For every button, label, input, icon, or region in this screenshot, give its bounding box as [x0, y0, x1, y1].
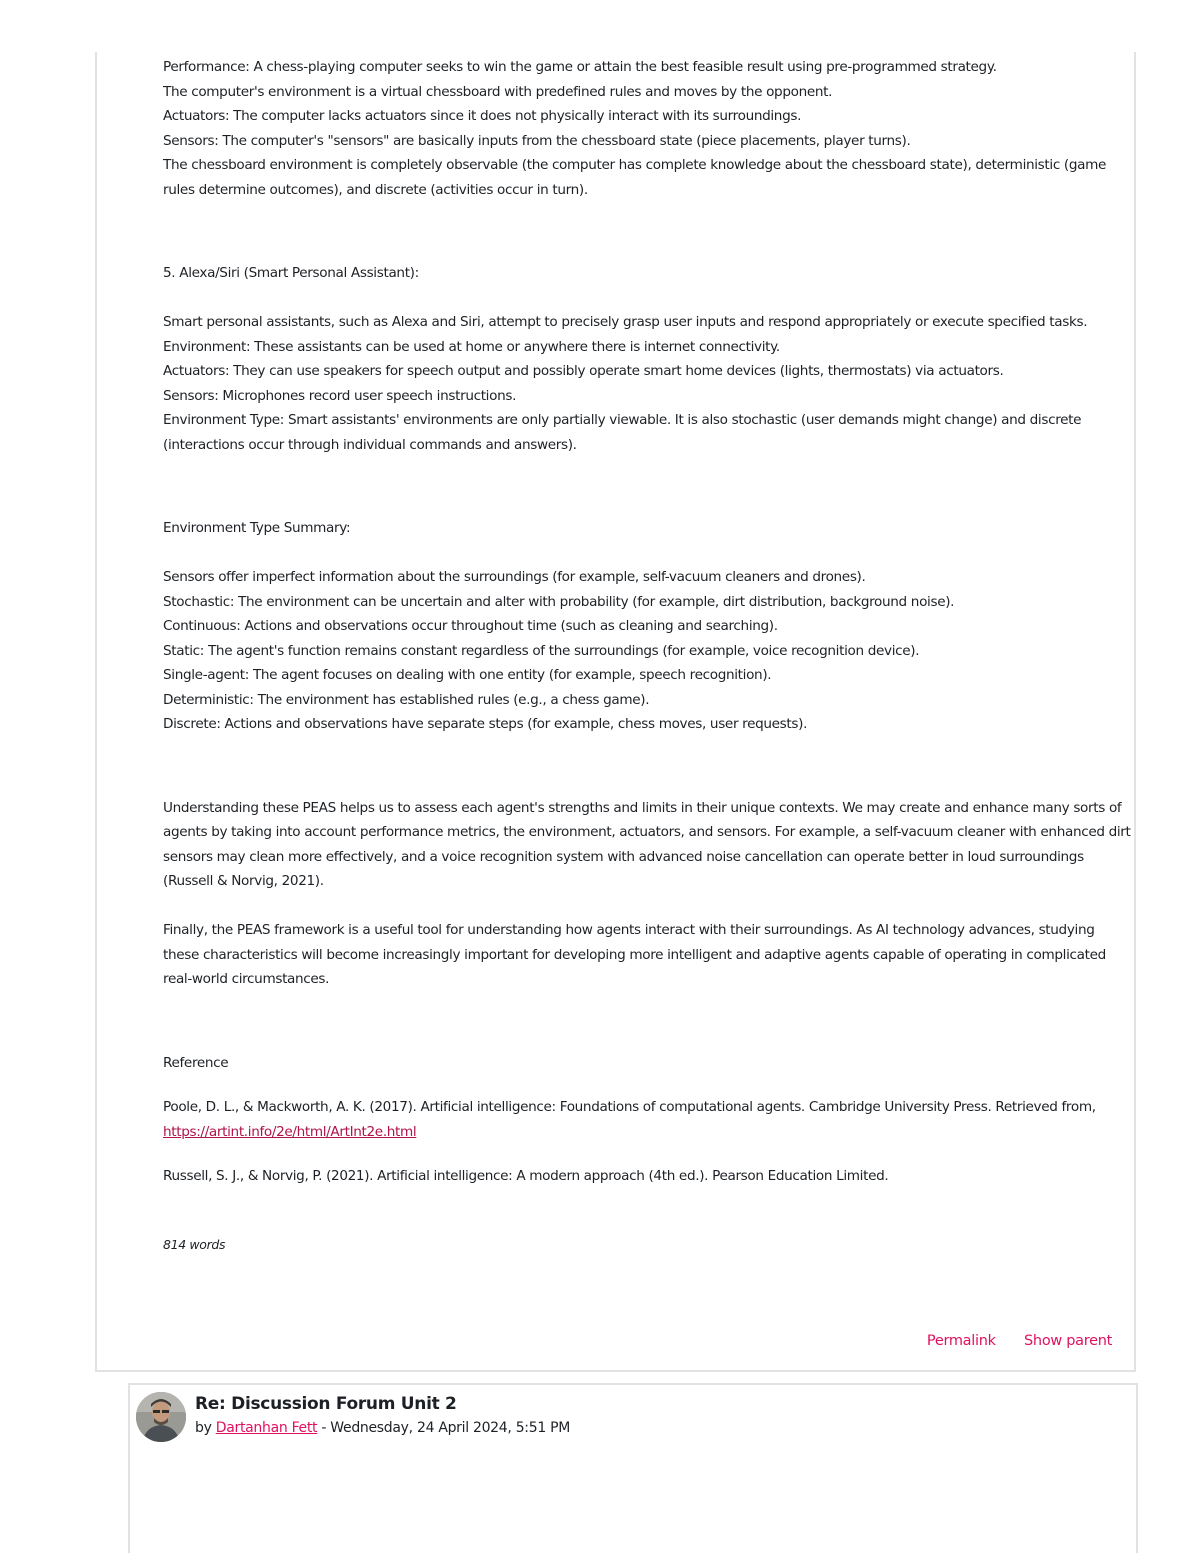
paragraph: Actuators: The computer lacks actuators since it does not physically interact with its surroundings.	[163, 108, 802, 124]
by-label: by	[195, 1420, 216, 1436]
reply-subject: Re: Discussion Forum Unit 2	[195, 1394, 457, 1414]
paragraph: Discrete: Actions and observations have separate steps (for example, chess moves, user requests).	[163, 716, 808, 732]
reference-entry: Russell, S. J., & Norvig, P. (2021). Artificial intelligence: A modern approach (4th ed.). Pearson Education Limited.	[163, 1168, 889, 1184]
paragraph: Static: The agent's function remains constant regardless of the surroundings (for example, voice recognition device).	[163, 642, 920, 659]
spacer	[163, 1144, 1131, 1154]
reference-link[interactable]: https://artint.info/2e/html/ArtInt2e.html	[163, 1123, 417, 1140]
section-heading: Reference	[163, 1054, 229, 1071]
paragraph: Actuators: They can use speakers for speech output and possibly operate smart home devices (lights, thermostats) via actuators.	[163, 363, 1004, 379]
spacer	[163, 1223, 1131, 1233]
reply-meta	[195, 1420, 570, 1436]
user-photo-icon	[136, 1392, 186, 1442]
paragraph: The computer's environment is a virtual chessboard with predefined rules and moves by the opponent.	[163, 83, 833, 100]
spacer	[163, 251, 1131, 261]
spacer	[163, 737, 1131, 786]
show-parent-link[interactable]: Show parent	[1024, 1333, 1112, 1349]
author-link[interactable]: Dartanhan Fett	[215, 1420, 318, 1436]
paragraph: Performance: A chess-playing computer seeks to win the game or attain the best feasible result using pre-programmed strategy.	[163, 59, 997, 75]
paragraph: Sensors: The computer's "sensors" are basically inputs from the chessboard state (piece placements, player turns).	[163, 132, 911, 149]
spacer	[163, 1085, 1131, 1095]
avatar[interactable]	[136, 1392, 186, 1442]
reference-text: Poole, D. L., & Mackworth, A. K. (2017). Artificial intelligence: Foundations of computational agents. Cambridge University Press. Retrieved from,	[163, 1099, 1096, 1115]
paragraph: Sensors: Microphones record user speech instructions.	[163, 387, 517, 404]
paragraph: Sensors offer imperfect information about the surroundings (for example, self-vacuum cleaners and drones).	[163, 569, 866, 585]
paragraph: Environment: These assistants can be used at home or anywhere there is internet connectivity.	[163, 338, 780, 355]
spacer	[163, 786, 1131, 796]
paragraph: Understanding these PEAS helps us to assess each agent's strengths and limits in their unique contexts. We may create and enhance many sorts of agents by taking into account performance metrics, the environment, actuators, and sensors. For example, a self-vacuum cleaner with enhanced dirt sensors may clean more effectively, and a voice recognition system with advanced noise cancellation can operate better in loud surroundings (Russell & Norvig, 2021).	[163, 799, 1131, 889]
post-actions	[903, 1333, 1112, 1349]
spacer	[163, 1154, 1131, 1164]
paragraph: Smart personal assistants, such as Alexa and Siri, attempt to precisely grasp user inputs and respond appropriately or execute specified tasks.	[163, 314, 1088, 330]
spacer	[163, 1189, 1131, 1214]
word-count: 814 words	[163, 1237, 226, 1252]
section-heading: 5. Alexa/Siri (Smart Personal Assistant):	[163, 265, 419, 281]
spacer	[163, 457, 1131, 506]
permalink-link[interactable]: Permalink	[926, 1333, 996, 1349]
spacer	[163, 202, 1131, 251]
spacer	[163, 1041, 1131, 1051]
post-date: - Wednesday, 24 April 2024, 5:51 PM	[317, 1420, 571, 1436]
paragraph: Single-agent: The agent focuses on dealing with one entity (for example, speech recognition).	[163, 667, 772, 683]
paragraph: Stochastic: The environment can be uncertain and alter with probability (for example, dirt distribution, background noise).	[163, 593, 955, 610]
paragraph: Deterministic: The environment has established rules (e.g., a chess game).	[163, 691, 650, 708]
spacer	[163, 286, 1131, 311]
reference-entry	[163, 1095, 1131, 1144]
paragraph: The chessboard environment is completely observable (the computer has complete knowledge about the chessboard state), deterministic (game rules determine outcomes), and discrete (activities occur in turn).	[163, 157, 1107, 198]
post-content	[163, 55, 1131, 1258]
section-heading: Environment Type Summary:	[163, 520, 351, 536]
spacer	[163, 992, 1131, 1041]
paragraph: Environment Type: Smart assistants' environments are only partially viewable. It is also stochastic (user demands might change) and discrete (interactions occur through individual commands and answers).	[163, 412, 1082, 453]
paragraph: Continuous: Actions and observations occur throughout time (such as cleaning and searching).	[163, 618, 778, 634]
spacer	[163, 1213, 1131, 1223]
spacer	[163, 541, 1131, 566]
spacer	[163, 894, 1131, 919]
spacer	[163, 506, 1131, 516]
paragraph: Finally, the PEAS framework is a useful tool for understanding how agents interact with their surroundings. As AI technology advances, studying these characteristics will become increasingly important for developing more intelligent and adaptive agents capable of operating in complicated real-world circumstances.	[163, 922, 1106, 987]
spacer	[163, 1075, 1131, 1085]
